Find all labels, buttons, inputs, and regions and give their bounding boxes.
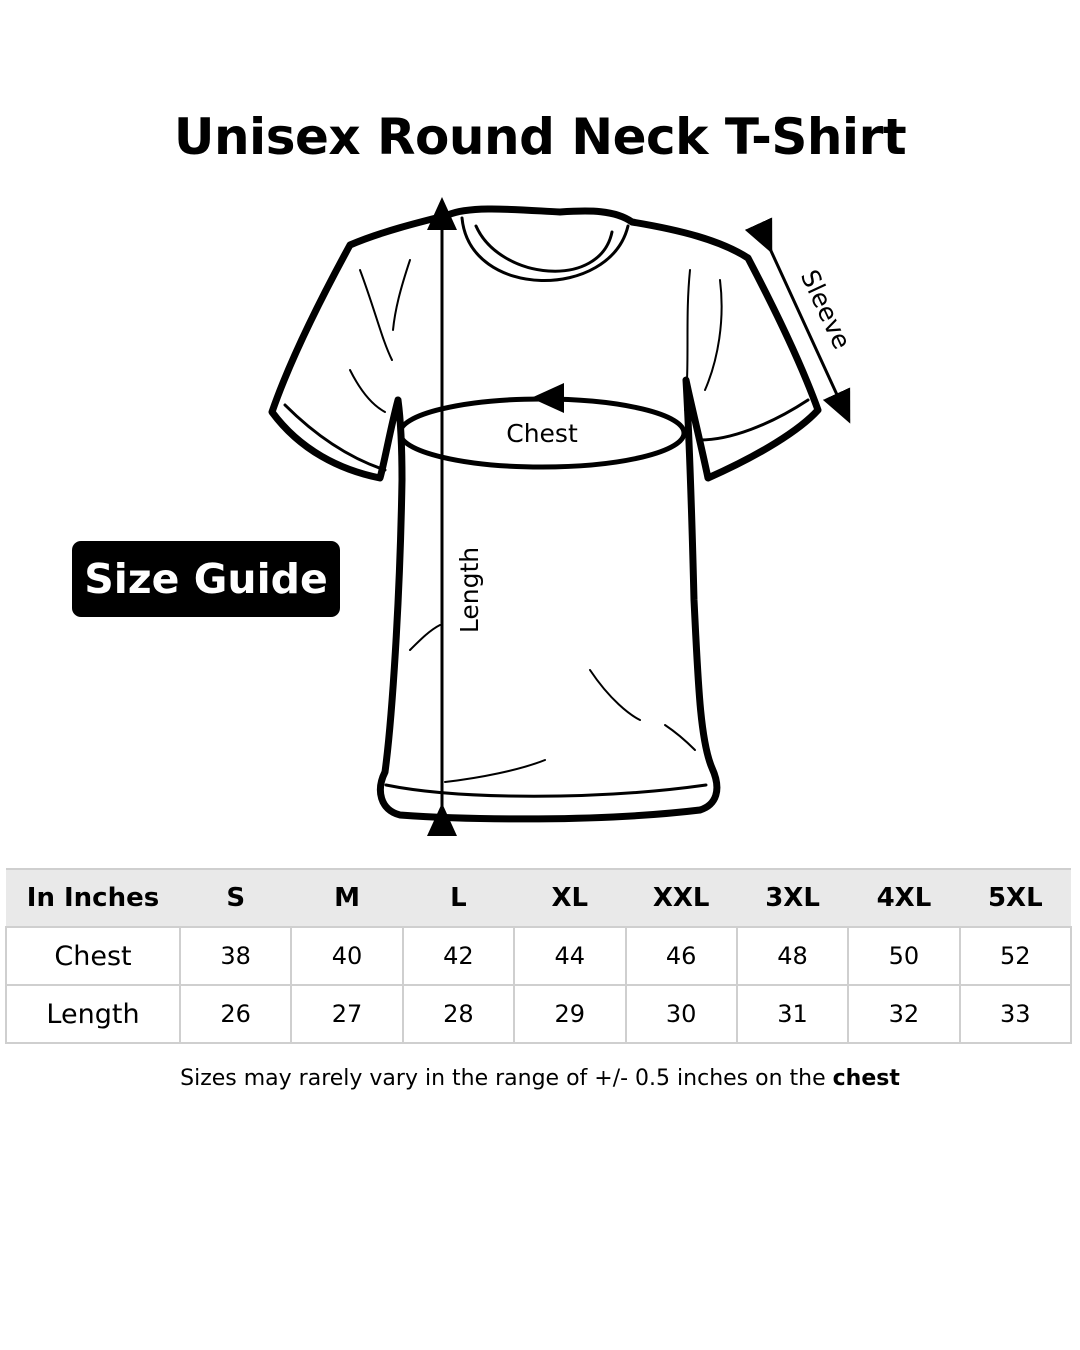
table-cell: 50 xyxy=(848,927,959,985)
size-table-header-row xyxy=(6,869,1071,927)
header-cell: 3XL xyxy=(737,869,848,927)
table-cell: 32 xyxy=(848,985,959,1043)
header-cell: L xyxy=(403,869,514,927)
header-cell: XL xyxy=(514,869,625,927)
table-cell: 52 xyxy=(960,927,1071,985)
table-row-length xyxy=(6,985,1071,1043)
table-cell: 44 xyxy=(514,927,625,985)
page-title: Unisex Round Neck T-Shirt xyxy=(173,108,907,166)
header-cell: 4XL xyxy=(848,869,959,927)
chest-label: Chest xyxy=(506,419,578,448)
header-cell: M xyxy=(291,869,402,927)
table-cell: 31 xyxy=(737,985,848,1043)
tshirt-outline xyxy=(272,209,818,819)
table-cell: 30 xyxy=(626,985,737,1043)
header-cell: S xyxy=(180,869,291,927)
note-text: Sizes may rarely vary in the range of +/- 0.5 inches on the xyxy=(180,1066,826,1091)
row-label: Chest xyxy=(6,927,180,985)
size-variation-note xyxy=(0,1066,1080,1091)
table-cell: 38 xyxy=(180,927,291,985)
row-label: Length xyxy=(6,985,180,1043)
size-guide-badge: Size Guide xyxy=(72,541,340,617)
header-cell: XXL xyxy=(626,869,737,927)
table-cell: 33 xyxy=(960,985,1071,1043)
table-cell: 28 xyxy=(403,985,514,1043)
table-cell: 26 xyxy=(180,985,291,1043)
table-cell: 42 xyxy=(403,927,514,985)
table-row-chest xyxy=(6,927,1071,985)
length-label: Length xyxy=(455,546,484,634)
table-cell: 40 xyxy=(291,927,402,985)
sleeve-label: Sleeve xyxy=(794,265,857,354)
header-cell: In Inches xyxy=(6,869,180,927)
header-cell: 5XL xyxy=(960,869,1071,927)
table-cell: 27 xyxy=(291,985,402,1043)
size-table xyxy=(5,868,1072,1044)
table-cell: 46 xyxy=(626,927,737,985)
note-emphasis: chest xyxy=(832,1066,900,1091)
table-cell: 29 xyxy=(514,985,625,1043)
table-cell: 48 xyxy=(737,927,848,985)
